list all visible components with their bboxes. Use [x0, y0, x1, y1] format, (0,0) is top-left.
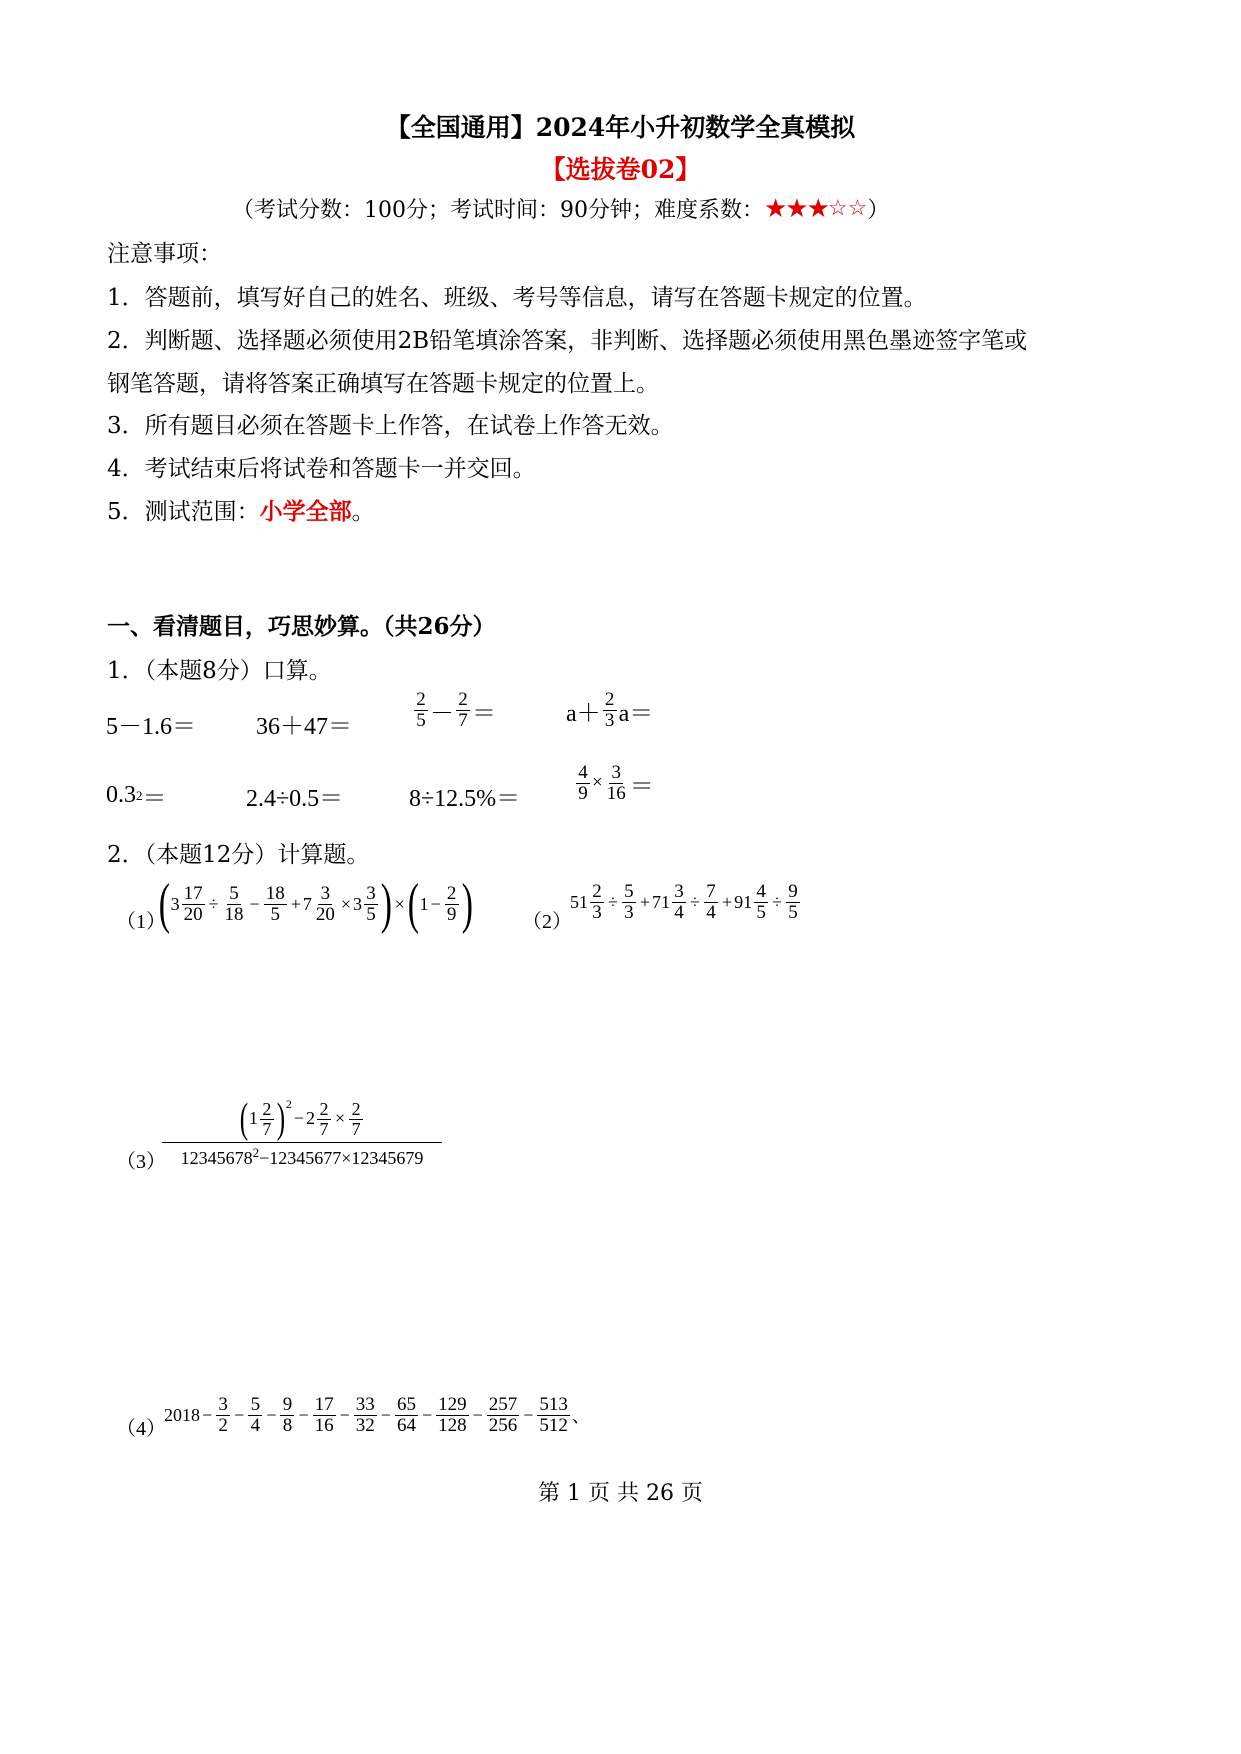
numerator: 9	[280, 1395, 294, 1416]
exponent: 2	[285, 1097, 292, 1111]
scope-end: 。	[351, 499, 375, 525]
numerator: 513	[539, 1394, 568, 1415]
calc-label: （2）	[522, 911, 572, 933]
operator: +	[721, 891, 733, 912]
calc-expression-4	[164, 1395, 590, 1436]
denominator: 512	[539, 1414, 568, 1436]
oral-item-fraction	[574, 763, 654, 804]
calc-label: （4）	[116, 1418, 166, 1440]
difficulty-stars-empty: ☆☆	[827, 196, 868, 221]
operator: －	[430, 700, 454, 727]
operator: ÷	[690, 891, 700, 912]
fraction	[754, 882, 768, 923]
fraction	[223, 884, 246, 925]
numerator: 5	[227, 884, 241, 905]
numerator: 17	[314, 1394, 334, 1415]
operator: ×	[335, 1108, 346, 1129]
den-part: 12345678	[180, 1148, 253, 1168]
denominator: 9	[446, 903, 457, 925]
exam-info	[232, 193, 889, 224]
denominator: 128	[438, 1414, 467, 1436]
big-denominator	[179, 1143, 426, 1169]
tail-mark: 、	[571, 1406, 590, 1427]
operator: ÷	[772, 891, 782, 912]
oral-item: 5－1.6＝	[106, 714, 196, 740]
equals: ＝	[629, 773, 654, 800]
numerator: 18	[265, 882, 285, 904]
numerator: 257	[488, 1394, 518, 1415]
oral-item: 2.4÷0.5＝	[246, 786, 344, 812]
denominator: 7	[458, 709, 468, 731]
denominator: 4	[706, 901, 716, 923]
denominator: 32	[355, 1414, 375, 1436]
fraction	[264, 884, 287, 925]
fraction	[590, 882, 604, 923]
fraction	[248, 1395, 262, 1436]
denominator: 5	[416, 709, 426, 731]
expr-part: a＋	[566, 700, 601, 727]
fraction	[317, 1100, 331, 1139]
fraction	[436, 1395, 469, 1436]
right-paren-icon: )	[380, 873, 392, 935]
denominator: 7	[351, 1118, 361, 1139]
numerator: 3	[318, 884, 332, 905]
question-label: 2．（本题12分）计算题。	[107, 842, 370, 868]
denominator: 9	[578, 782, 588, 804]
whole: 3	[353, 893, 363, 914]
oral-item-fraction	[566, 690, 653, 731]
operator: −	[249, 893, 260, 914]
notice-item: 1．答题前，填写好自己的姓名、班级、考号等信息，请写在答题卡规定的位置。	[107, 285, 927, 311]
operator: ×	[394, 893, 405, 914]
equals: ＝	[472, 700, 496, 727]
oral-item: 8÷12.5%＝	[409, 786, 521, 812]
numerator: 2	[456, 690, 470, 711]
numerator: 33	[355, 1394, 375, 1415]
fraction	[216, 1395, 230, 1436]
denominator: 16	[606, 782, 626, 804]
notice-item-scope	[107, 493, 375, 526]
page-title: 【全国通用】2024年小升初数学全真模拟	[385, 113, 856, 142]
difficulty-stars-filled: ★★★	[764, 193, 828, 224]
numerator: 2	[260, 1100, 274, 1120]
whole: 2	[306, 1108, 315, 1129]
fraction	[603, 690, 617, 731]
question-label: 1．（本题8分）口算。	[107, 658, 332, 684]
fraction	[672, 882, 686, 923]
denominator: 3	[592, 901, 602, 923]
numerator: 129	[438, 1394, 467, 1415]
denominator: 5	[756, 901, 766, 923]
numerator: 2	[414, 690, 428, 711]
fraction	[622, 882, 636, 923]
page-number: 第 1 页 共 26 页	[538, 1481, 703, 1506]
fraction	[576, 763, 590, 804]
operator: ×	[340, 893, 352, 914]
numerator: 2	[590, 882, 604, 903]
denominator: 5	[788, 901, 798, 923]
operator: ×	[592, 772, 603, 794]
numerator: 5	[248, 1395, 262, 1416]
whole: 1	[248, 1108, 258, 1129]
left-paren-icon: (	[407, 873, 419, 935]
calc-expression-1	[158, 873, 473, 935]
calc-label: （1）	[116, 911, 166, 933]
denominator: 4	[250, 1414, 261, 1436]
whole: 51	[570, 891, 588, 912]
fraction	[395, 1395, 418, 1436]
denominator: 2	[218, 1414, 228, 1436]
denominator: 256	[488, 1414, 518, 1436]
fraction	[605, 763, 628, 804]
whole: 7	[302, 893, 312, 914]
operator: ÷	[608, 891, 618, 912]
fraction	[260, 1100, 274, 1139]
oral-item-fraction	[412, 690, 496, 731]
fraction	[313, 1395, 336, 1436]
den-part: −12345677×12345679	[259, 1148, 424, 1168]
operator: −	[293, 1108, 304, 1129]
numerator: 2	[445, 884, 459, 905]
numerator: 4	[754, 882, 768, 903]
operator: −	[266, 1404, 277, 1425]
numerator: 2	[317, 1100, 331, 1120]
calc-label: （3）	[116, 1151, 166, 1173]
scope-value: 小学全部	[259, 498, 352, 525]
right-paren-icon: )	[461, 873, 473, 935]
fraction	[456, 690, 470, 731]
denominator: 5	[270, 903, 280, 925]
operator: −	[472, 1404, 483, 1425]
oral-item: 36＋47＝	[256, 714, 352, 740]
notice-item: 2．判断题、选择题必须使用2B铅笔填涂答案，非判断、选择题必须使用黑色墨迹签字笔或	[107, 328, 1028, 354]
left-paren-icon: (	[239, 1096, 249, 1142]
whole: 3	[170, 893, 180, 914]
operator: ÷	[208, 893, 219, 914]
denominator: 8	[282, 1414, 293, 1436]
operator: −	[430, 893, 441, 914]
denominator: 7	[319, 1118, 329, 1139]
fraction	[704, 882, 718, 923]
fraction	[364, 884, 378, 925]
calc-expression-3	[160, 1098, 444, 1169]
fraction	[182, 884, 205, 925]
equals: ＝	[142, 786, 167, 812]
whole: 1	[419, 893, 429, 914]
fraction-sequence	[200, 1395, 572, 1436]
notice-item: 3．所有题目必须在答题卡上作答，在试卷上作答无效。	[107, 413, 674, 439]
numerator: 3	[216, 1395, 230, 1416]
denominator: 5	[366, 903, 376, 925]
numerator: 3	[364, 884, 378, 905]
numerator: 5	[622, 882, 636, 903]
section-heading: 一、看清题目，巧思妙算。（共26分）	[107, 613, 496, 640]
operator: −	[523, 1404, 534, 1425]
operator: −	[202, 1404, 213, 1425]
operator: −	[298, 1404, 309, 1425]
denominator: 18	[224, 903, 244, 925]
denominator: 16	[314, 1414, 334, 1436]
operator: −	[421, 1404, 433, 1425]
page-subtitle: 【选拔卷02】	[540, 155, 701, 184]
whole: 91	[734, 891, 753, 912]
exam-info-text: （考试分数：100分；考试时间：90分钟；难度系数：	[232, 198, 764, 223]
denominator: 3	[624, 901, 634, 923]
expr-part: a＝	[618, 700, 654, 727]
calc-expression-2	[570, 882, 802, 923]
expr-base: 0.3	[106, 782, 136, 808]
denominator: 20	[183, 903, 203, 925]
operator: −	[234, 1404, 245, 1425]
denominator: 4	[674, 901, 684, 923]
notice-item: 钢笔答题，请将答案正确填写在答题卡规定的位置上。	[107, 371, 659, 397]
operator: −	[380, 1404, 391, 1425]
fraction	[349, 1100, 363, 1139]
fraction	[487, 1395, 520, 1436]
numerator: 65	[396, 1394, 416, 1415]
fraction	[445, 884, 459, 925]
fraction	[414, 690, 428, 731]
left-paren-icon: (	[158, 873, 170, 935]
numerator: 4	[576, 763, 590, 784]
exponent: 2	[252, 1145, 260, 1160]
operator: +	[639, 891, 651, 912]
fraction	[537, 1395, 570, 1436]
big-fraction	[162, 1098, 442, 1169]
operator: +	[290, 893, 301, 914]
fraction	[280, 1395, 294, 1436]
whole: 2018	[164, 1404, 200, 1425]
numerator: 2	[349, 1100, 363, 1120]
fraction	[354, 1395, 377, 1436]
numerator: 9	[786, 882, 800, 903]
scope-label: 5．测试范围：	[107, 499, 260, 525]
big-numerator	[162, 1098, 442, 1143]
denominator: 7	[262, 1118, 272, 1139]
exponent: 2	[136, 787, 143, 803]
denominator: 20	[315, 903, 335, 925]
numerator: 2	[603, 690, 617, 711]
numerator: 7	[704, 882, 718, 903]
numerator: 3	[672, 882, 686, 903]
denominator: 3	[604, 709, 615, 731]
notice-heading: 注意事项：	[107, 241, 222, 267]
numerator: 3	[609, 763, 623, 784]
notice-item: 4．考试结束后将试卷和答题卡一并交回。	[107, 456, 536, 482]
fraction	[314, 884, 337, 925]
whole: 71	[652, 891, 671, 912]
oral-item	[106, 778, 167, 813]
numerator: 17	[183, 882, 203, 904]
operator: −	[339, 1404, 350, 1425]
fraction	[786, 882, 800, 923]
exam-info-close: ）	[867, 198, 890, 223]
denominator: 64	[396, 1414, 416, 1436]
right-paren-icon: )	[276, 1096, 286, 1142]
